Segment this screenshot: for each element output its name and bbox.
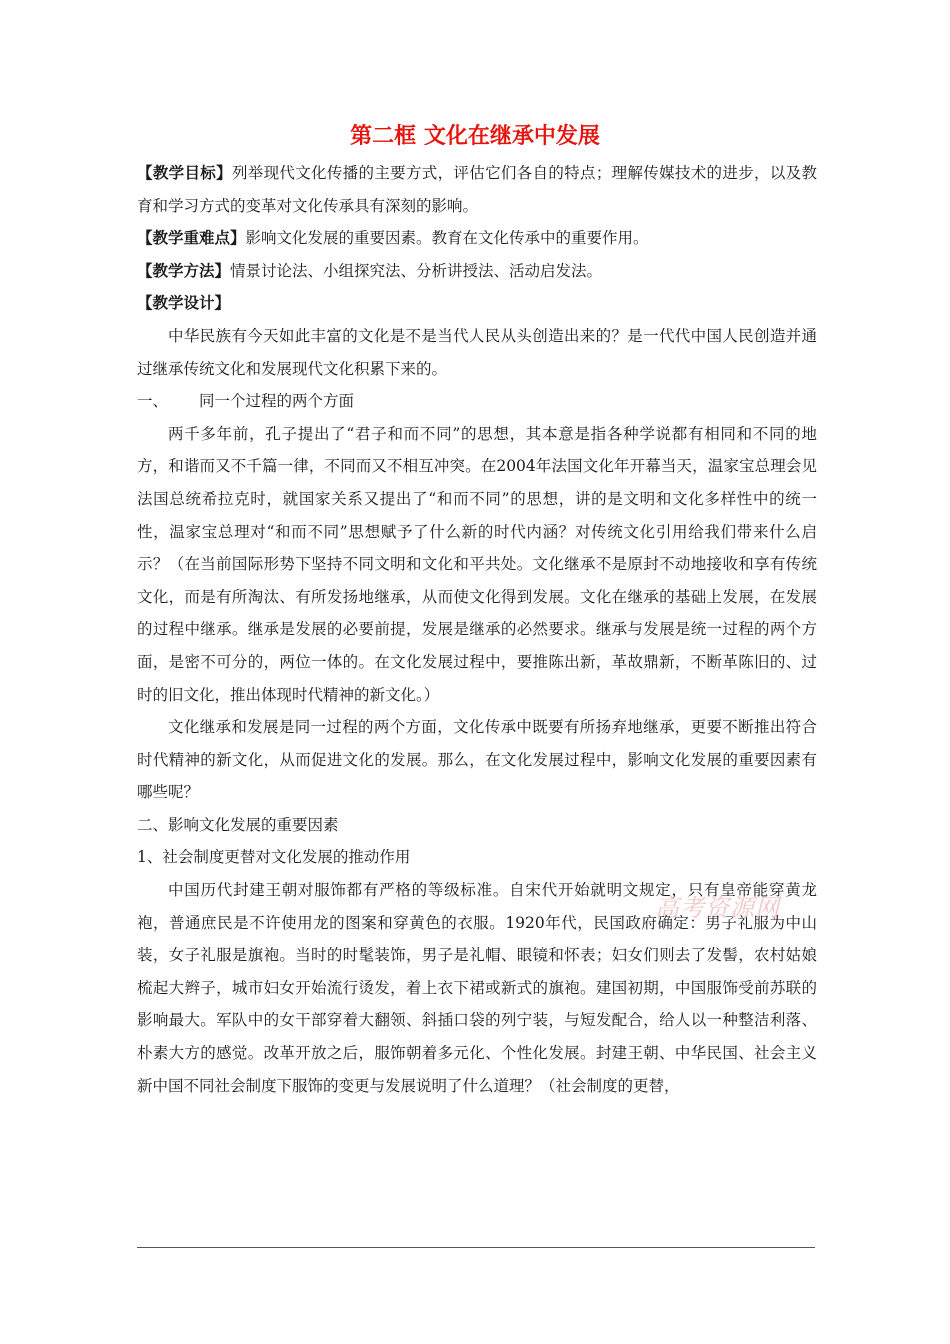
- design-label: 【教学设计】: [137, 293, 231, 313]
- section-2-heading: 二、影响文化发展的重要因素: [137, 815, 339, 834]
- paragraph-2: 文化继承和发展是同一过程的两个方面，文化传承中既要有所扬弃地继承，更要不断推出符合时代精神的新文化，从而促进文化的发展。那么，在文化发展过程中，影响文化发展的重要因素有哪些呢？: [137, 718, 817, 802]
- objectives-paragraph: [137, 157, 817, 222]
- objectives-label: 【教学目标】: [137, 163, 232, 182]
- subsection-1-heading: 1、社会制度更替对文化发展的推动作用: [137, 848, 411, 867]
- section-1-heading: [137, 385, 817, 418]
- document-body: [137, 157, 817, 1102]
- methods-paragraph: [137, 255, 817, 288]
- key-points-label: 【教学重难点】: [137, 228, 246, 248]
- page-title: 第二框 文化在继承中发展: [350, 124, 600, 149]
- section-1-title: 同一个过程的两个方面: [199, 392, 355, 411]
- section-1-number: 一、: [137, 392, 169, 411]
- footer-divider: [137, 1247, 815, 1248]
- objectives-text: 列举现代文化传播的主要方式，评估它们各自的特点；理解传媒技术的进步，以及教育和学习方式的变革对文化传承具有深刻的影响。: [137, 164, 817, 215]
- paragraph-3: 中国历代封建王朝对服饰都有严格的等级标准。自宋代开始就明文规定，只有皇帝能穿黄龙袍，普通庶民是不许使用龙的图案和穿黄色的衣服。1920年代，民国政府确定：男子礼服为中山装，女子礼服是旗袍。当时的时髦装饰，男子是礼帽、眼镜和怀表；妇女们则去了发髻，农村姑娘梳起大辫子，城市妇女开始流行烫发，着上衣下裙或新式的旗袍。建国初期，中国服饰受前苏联的影响最大。军队中的女干部穿着大翻领、斜插口袋的列宁装，与短发配合，给人以一种整洁利落、朴素大方的感觉。改革开放之后，服饰朝着多元化、个性化发展。封建王朝、中华民国、社会主义新中国不同社会制度下服饰的变更与发展说明了什么道理？（社会制度的更替，: [137, 881, 817, 1095]
- key-points-text: 影响文化发展的重要因素。教育在文化传承中的重要作用。: [245, 229, 649, 248]
- methods-label: 【教学方法】: [137, 260, 231, 280]
- intro-paragraph: 中华民族有今天如此丰富的文化是不是当代人民从头创造出来的？是一代代中国人民创造并通过继承传统文化和发展现代文化积累下来的。: [137, 326, 817, 378]
- methods-text: 情景讨论法、小组探究法、分析讲授法、活动启发法。: [230, 261, 603, 280]
- paragraph-1: 两千多年前，孔子提出了“君子和而不同”的思想，其本意是指各种学说都有相同和不同的地方，和谐而又不千篇一律，不同而又不相互冲突。在2004年法国文化年开幕当天，温家宝总理会见法国总统希拉克时，就国家关系又提出了“和而不同”的思想，讲的是文明和文化多样性中的统一性，温家宝总理对“和而不同”思想赋予了什么新的时代内涵？对传统文化引用给我们带来什么启示？（在当前国际形势下坚持不同文明和文化和平共处。文化继承不是原封不动地接收和享有传统文化，而是有所淘汰、有所发扬地继承，从而使文化得到发展。文化在继承的基础上发展，在发展的过程中继承。继承是发展的必要前提，发展是继承的必然要求。继承与发展是统一过程的两个方面，是密不可分的，两位一体的。在文化发展过程中，要推陈出新，革故鼎新，不断革陈旧的、过时的旧文化，推出体现时代精神的新文化。）: [137, 424, 817, 704]
- watermark: 高考资源网: [655, 894, 780, 922]
- key-points-paragraph: [137, 222, 817, 255]
